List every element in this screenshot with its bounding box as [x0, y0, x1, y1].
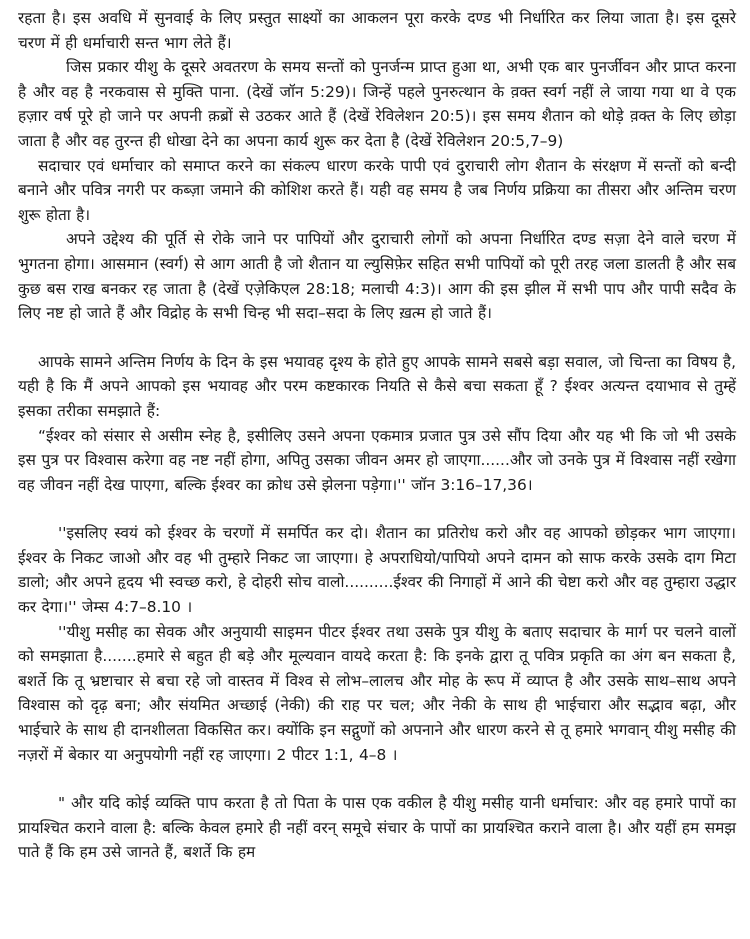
paragraph-resurrection: जिस प्रकार यीशु के दूसरे अवतरण के समय सन्तों को पुनर्जन्म प्राप्त हुआ था, अभी एक बार पुनर्जीवन और प्राप्त करना है और वह है नरकवास से मुक्ति पाना. (देखें जॉन 5:29)। जिन्हें पहले पुनरुत्थान के व़क्त स्वर्ग नहीं ले जाया गया था वे एक हज़ार वर्ष पूरे हो जाने पर अपनी क़ब्रों से उठकर आते हैं (देखें रेविलेशन 20:5)। इस समय शैतान को थोड़े व़क्त के लिए छोड़ा जाता है और वह तुरन्त ही धोखा देने का अपना कार्य शुरू कर देता है (देखें रेविलेशन 20:5,7–9) [18, 58, 736, 150]
paragraph-rebellion: सदाचार एवं धर्माचार को समाप्त करने का संकल्प धारण करके पापी एवं दुराचारी लोग शैतान के संरक्षण में सन्तों को बन्दी बनाने और पवित्र नगरी पर कब्ज़ा जमाने की कोशिश करते हैं। यही वह समय है जब निर्णय प्रक्रिया का तीसरा और अन्तिम चरण शुरू होता है। [18, 156, 736, 224]
quote-peter: ''यीशु मसीह का सेवक और अनुयायी साइमन पीटर ईश्वर तथा उसके पुत्र यीशु के बताए सदाचार के मार्ग पर चलने वालों को समझाता है.......हमारे से बहुत ही बड़े और मूल्यवान वायदे करता है: कि इनके द्वारा तू पवित्र प्रकृति का अंग बन सकता है, बशर्ते कि तू भ्रष्टाचार से बचा रहे जो वास्तव में विश्व से लोभ–लालच और मोह के रूप में व्याप्त है और उसके साथ–साथ अपने विश्वास को दृढ़ बना; और संयमित अच्छाई (नेकी) की राह पर चल; और नेकी के साथ ही भाईचारा और सद्भाव बढ़ा, और भाईचारे के साथ ही दानशीलता विकसित कर। क्योंकि इन सद्गुणों को अपनाने और धारण करने से तू हमारे भगवान् यीशु मसीह की नज़रों में बेकार या अनुपयोगी नहीं रह जाएगा। 2 पीटर 1:1, 4–8 । [18, 622, 736, 764]
paragraph-advocate: " और यदि कोई व्यक्ति पाप करता है तो पिता के पास एक वकील है यीशु मसीह यानी धर्माचार: और वह हमारे पापों का प्रायश्चित कराने वाला है: बल्कि केवल हमारे ही नहीं वरन् समूचे संचार के पापों का प्रायश्चित कराने वाला है। और यहीं हम समझ पाते हैं कि हम उसे जानते हैं, बशर्ते कि हम [18, 794, 736, 862]
quote-james: ''इसलिए स्वयं को ईश्वर के चरणों में समर्पित कर दो। शैतान का प्रतिरोध करो और वह आपको छोड़कर भाग जाएगा। ईश्वर के निकट जाओ और वह भी तुम्हारे निकट जा जाएगा। हे अपराधियो/पापियो अपने दामन को साफ करके उसके दाग मिटा डालो; और अपने हृदय भी स्वच्छ करो, हे दोहरी सोच वालो..........ईश्वर की निगाहों में आने की चेष्टा करो और वह तुम्हारा उद्धार कर देगा।'' जेम्स 4:7–8.10 । [18, 524, 736, 617]
paragraph-spacer [18, 767, 736, 791]
paragraph-judgment-fire: अपने उद्देश्य की पूर्ति से रोके जाने पर पापियों और दुराचारी लोगों को अपना निर्धारित दण्ड सज़ा देने वाले चरण में भुगतना होगा। आसमान (स्वर्ग) से आग आती है जो शैतान या ल्युसिफ़ेर सहित सभी पापियों को पूरी तरह जला डालती है और सब कुछ बस राख बनकर रह जाता है (देखें एज़ेकिएल 28:18; मलाची 4:3)। आग की इस झील में सभी पाप और पापी सदैव के लिए नष्ट हो जाते हैं और विद्रोह के सभी चिन्ह भी सदा–सदा के लिए ख़त्म हो जाते हैं। [18, 230, 736, 323]
quote-john: “ईश्वर को संसार से असीम स्नेह है, इसीलिए उसने अपना एकमात्र प्रजात पुत्र उसे सौंप दिया और यह भी कि जो भी उसके इस पुत्र पर विश्वास करेगा वह नष्ट नहीं होगा, अपितु उसका जीवन अमर हो जाएगा......और जो उनके पुत्र में विश्वास नहीं रखेगा वह जीवन नहीं देख पाएगा, बल्कि ईश्वर का क्रोध उसे झेलना पड़ेगा।'' जॉन 3:16–17,36। [18, 426, 736, 494]
paragraph-spacer [18, 497, 736, 521]
paragraph-continuation: रहता है। इस अवधि में सुनवाई के लिए प्रस्तुत साक्ष्यों का आकलन पूरा करके दण्ड भी निर्धारित कर लिया जाता है। इस दूसरे चरण में ही धर्माचारी सन्त भाग लेते हैं। [18, 9, 736, 52]
paragraph-spacer [18, 326, 736, 350]
paragraph-question: आपके सामने अन्तिम निर्णय के दिन के इस भयावह दृश्य के होते हुए आपके सामने सबसे बड़ा सवाल, जो चिन्ता का विषय है, यही है कि मैं अपने आपको इस भयावह और परम कष्टकारक नियति से कैसे बचा सकता हूँ ? ईश्वर अत्यन्त दयाभाव से तुम्हें इसका तरीका समझाते हैं: [18, 352, 736, 420]
